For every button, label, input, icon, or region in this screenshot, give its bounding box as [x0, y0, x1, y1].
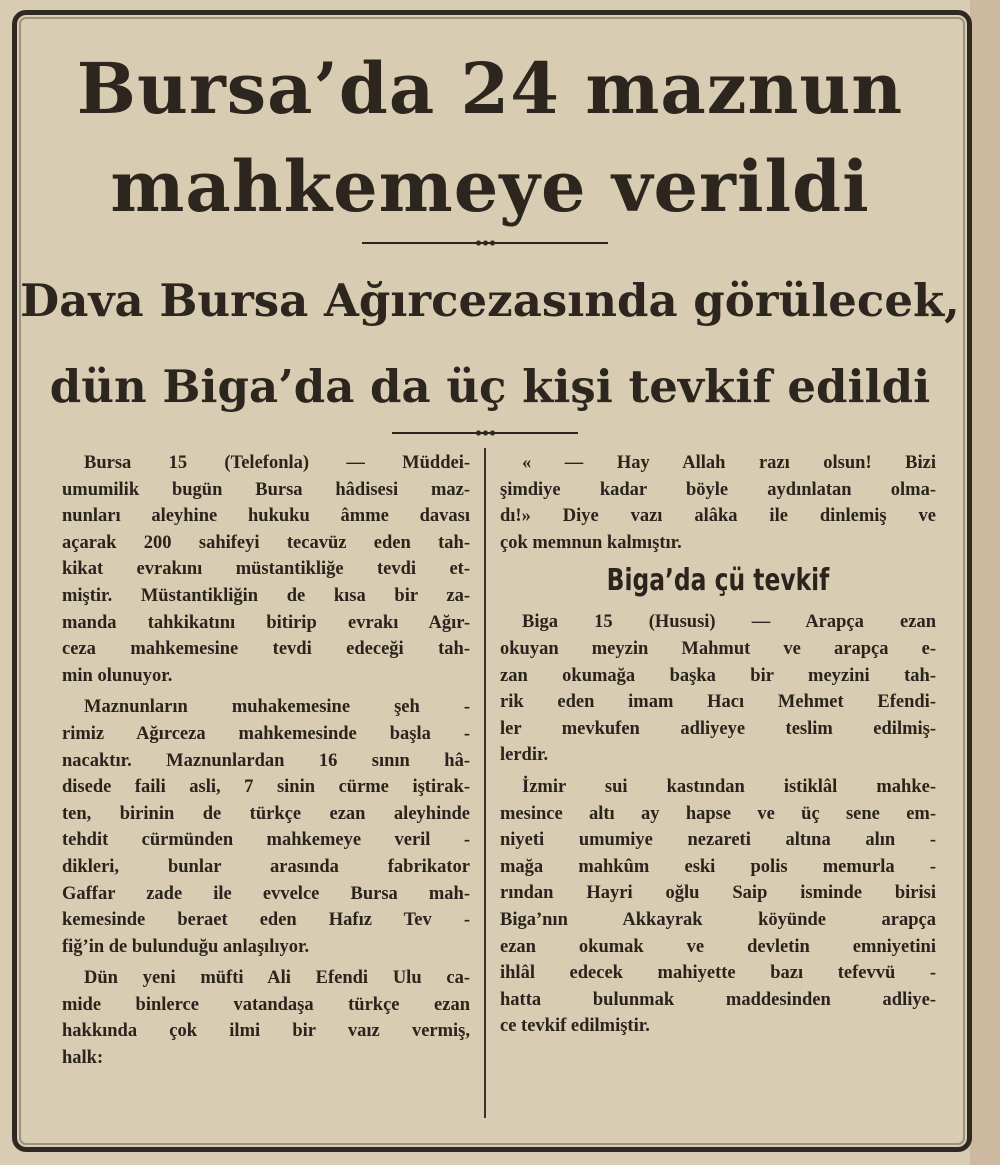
text-line: ceza mahkemesine tevdi edeceği tah- [62, 639, 470, 660]
text-line: kikat evrakını müstantikliğe tevdi et- [62, 559, 470, 580]
text-line: ezan okumak ve devletin emniyetini [500, 936, 936, 957]
text-line: Gaffar zade ile evvelce Bursa mah- [62, 883, 470, 904]
text-line: Bursa 15 (Telefonla) — Müddei- [84, 453, 470, 473]
ornamental-rule [362, 242, 608, 244]
subheadline-line-2: dün Biga’da da üç kişi tevkif edildi [49, 360, 931, 413]
rule-ornament [475, 429, 495, 437]
text-line: İzmir sui kastından istiklâl mahke- [522, 776, 936, 797]
text-line: dikleri, bunlar arasında fabrikator [62, 856, 470, 877]
text-line: mağa mahkûm eski polis memurla - [500, 856, 936, 877]
text-line: kemesinde beraet eden Hafız Tev - [62, 910, 470, 931]
headline-line-1: Bursa’da 24 maznun [76, 47, 904, 130]
paragraph [500, 450, 936, 556]
paragraph [62, 694, 470, 960]
text-line: ihlâl edecek mahiyette bazı tefevvü - [500, 963, 936, 984]
text-line: rından Hayri oğlu Saip isminde birisi [500, 883, 936, 904]
column-divider [484, 448, 486, 1118]
headline [20, 40, 960, 236]
text-line: Maznunların muhakemesine şeh - [84, 697, 470, 718]
text-line: « — Hay Allah razı olsun! Bizi [522, 453, 936, 473]
text-line: dı!» Diye vazı alâka ile dinlemiş ve [500, 506, 936, 527]
subheadline [20, 258, 960, 430]
right-column [500, 450, 936, 1045]
left-column [62, 450, 470, 1077]
text-line: Biga’nın Akkayrak köyünde arapça [500, 909, 936, 930]
text-line: ten, birinin de türkçe ezan aleyhinde [62, 803, 470, 824]
text-line: umumilik bugün Bursa hâdisesi maz- [62, 479, 470, 500]
text-line: ler mevkufen adliyeye teslim edilmiş- [500, 718, 936, 739]
right-column-intro [500, 450, 936, 556]
text-line: mesince altı ay hapse ve üç sene em- [500, 803, 936, 824]
text-line: min olunuyor. [62, 665, 173, 686]
text-line: tehdit cürmünden mahkemeye veril - [62, 830, 470, 851]
rule-ornament [475, 239, 495, 247]
text-line: hatta bulunmak maddesinden adliye- [500, 989, 936, 1010]
ornamental-rule [392, 432, 578, 434]
text-line: zan okumağa başka bir meyzini tah- [500, 665, 936, 686]
text-line: açarak 200 sahifeyi tecavüz eden tah- [62, 532, 470, 553]
paragraph [500, 609, 936, 769]
paragraph [500, 774, 936, 1040]
text-line: okuyan meyzin Mahmut ve arapça e- [500, 638, 936, 659]
text-line: rimiz Ağırceza mahkemesinde başla - [62, 723, 470, 744]
text-line: çok memnun kalmıştır. [500, 532, 682, 553]
text-line: Dün yeni müfti Ali Efendi Ulu ca- [84, 968, 470, 989]
paragraph [62, 965, 470, 1071]
text-line: Biga 15 (Hususi) — Arapça ezan [522, 612, 936, 633]
text-line: şimdiye kadar böyle aydınlatan olma- [500, 479, 936, 500]
text-line: nunları aleyhine hukuku âmme davası [62, 506, 470, 527]
text-line: rik eden imam Hacı Mehmet Efendi- [500, 692, 936, 713]
text-line: fiğ’in de bulunduğu anlaşılıyor. [62, 936, 310, 957]
headline-line-2: mahkemeye verildi [110, 145, 870, 228]
text-line: mide binlerce vatandaşa türkçe ezan [62, 994, 470, 1015]
right-column-body [500, 609, 936, 1040]
text-line: nacaktır. Maznunlardan 16 sının hâ- [62, 750, 470, 771]
section-subhead: Biga’da çü tevkif [606, 563, 830, 599]
text-line: manda tahkikatını bitirip evrakı Ağır- [62, 612, 470, 633]
text-line: ce tevkif edilmiştir. [500, 1016, 650, 1037]
text-line: halk: [62, 1048, 104, 1069]
paragraph [62, 450, 470, 689]
text-line: lerdir. [500, 745, 549, 766]
text-line: miştir. Müstantikliğin de kısa bir za- [62, 585, 470, 606]
page-edge [970, 0, 1000, 1165]
text-line: disede faili asli, 7 sinin cürme iştirak- [62, 777, 470, 798]
text-line: niyeti umumiye nezareti altına alın - [500, 830, 936, 851]
subheadline-line-1: Dava Bursa Ağırcezasında görülecek, [20, 274, 960, 327]
text-line: hakkında çok ilmi bir vaız vermiş, [62, 1021, 470, 1042]
